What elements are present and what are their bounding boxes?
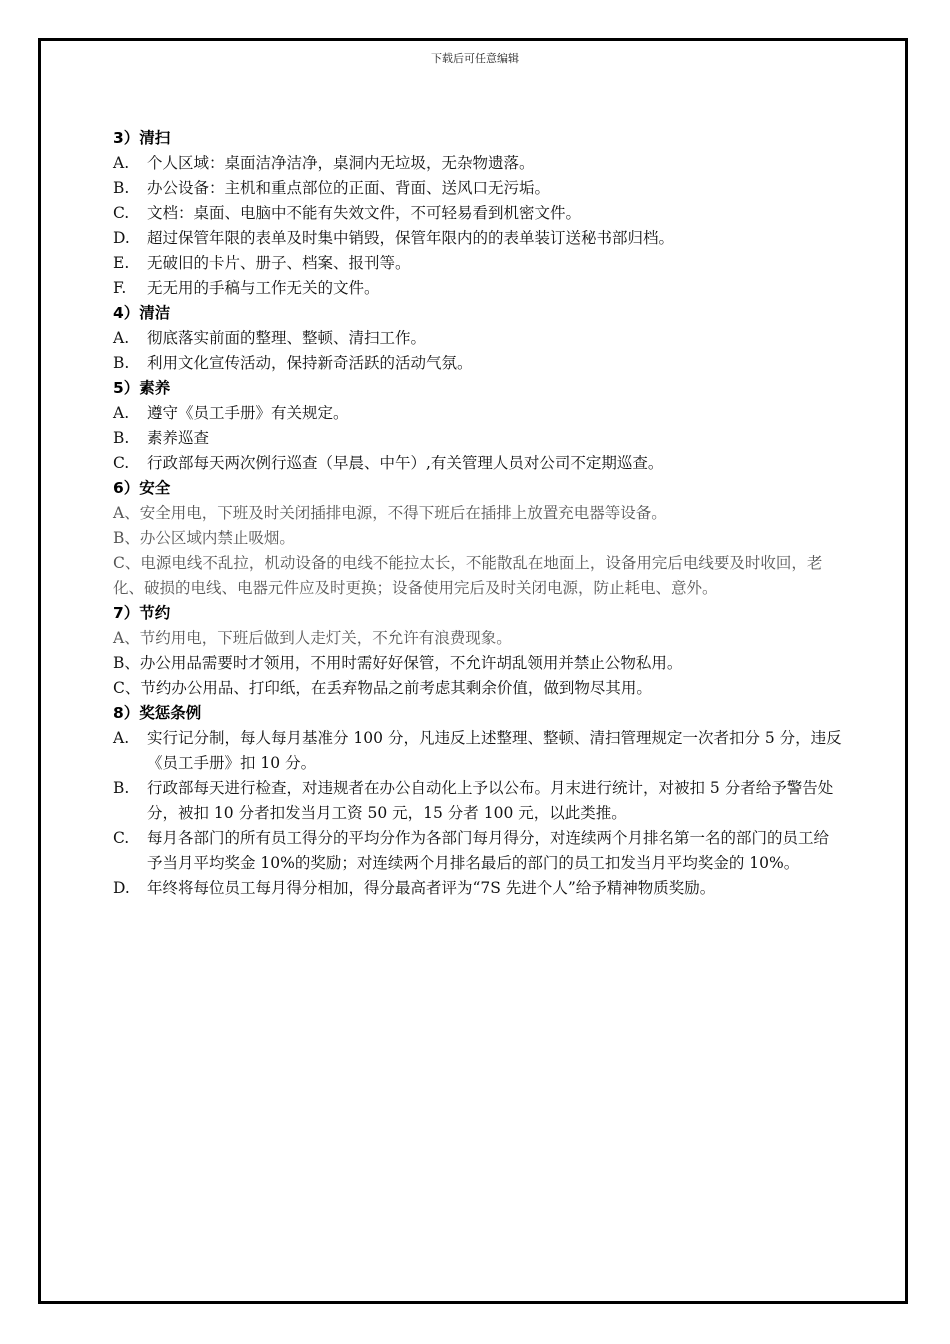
item-text: 每月各部门的所有员工得分的平均分作为各部门每月得分，对连续两个月排名第一名的部门的员工给予当月平均奖金 10%的奖励；对连续两个月排名最后的部门的员工扣发当月平均奖金的 10%。 — [147, 829, 830, 872]
list-item — [113, 276, 843, 301]
document-body — [113, 126, 843, 901]
item-text: 无无用的手稿与工作无关的文件。 — [147, 279, 380, 297]
list-item — [113, 151, 843, 176]
item-marker: A. — [113, 154, 130, 172]
section-title-cleanliness: 4）清洁 — [113, 304, 171, 322]
item-marker: F. — [113, 279, 127, 297]
item-marker: D. — [113, 229, 130, 247]
list-item — [113, 826, 843, 876]
item-marker: B. — [113, 779, 130, 797]
item-text: 个人区域：桌面洁净洁净，桌洞内无垃圾，无杂物遗落。 — [147, 154, 535, 172]
list-item — [113, 201, 843, 226]
item-marker: B. — [113, 429, 130, 447]
section-title-safety: 6）安全 — [113, 479, 171, 497]
paragraph: A、节约用电，下班后做到人走灯关，不允许有浪费现象。 — [113, 629, 512, 647]
list-item — [113, 351, 843, 376]
item-text: 彻底落实前面的整理、整顿、清扫工作。 — [147, 329, 427, 347]
item-marker: C. — [113, 454, 130, 472]
item-marker: A. — [113, 729, 130, 747]
list-item — [113, 226, 843, 251]
paragraph: A、安全用电，下班及时关闭插排电源，不得下班后在插排上放置充电器等设备。 — [113, 504, 667, 522]
section-title-discipline: 5）素养 — [113, 379, 171, 397]
list-item — [113, 776, 843, 826]
paragraph: B、办公区域内禁止吸烟。 — [113, 529, 295, 547]
item-text: 办公设备：主机和重点部位的正面、背面、送风口无污垢。 — [147, 179, 551, 197]
item-text: 实行记分制，每人每月基准分 100 分，凡违反上述整理、整顿、清扫管理规定一次者扣分 5 分，违反《员工手册》扣 10 分。 — [147, 729, 842, 772]
item-marker: B. — [113, 179, 130, 197]
list-item — [113, 326, 843, 351]
item-text: 行政部每天两次例行巡查（早晨、中午）,有关管理人员对公司不定期巡查。 — [147, 454, 664, 472]
item-text: 素养巡查 — [147, 429, 210, 447]
section-title-rewards-penalties: 8）奖惩条例 — [113, 704, 202, 722]
item-marker: A. — [113, 404, 130, 422]
paragraph: B、办公用品需要时才领用，不用时需好好保管，不允许胡乱领用并禁止公物私用。 — [113, 654, 683, 672]
item-text: 遵守《员工手册》有关规定。 — [147, 404, 349, 422]
item-text: 超过保管年限的表单及时集中销毁，保管年限内的的表单装订送秘书部归档。 — [147, 229, 675, 247]
section-title-cleaning: 3）清扫 — [113, 129, 171, 147]
list-item — [113, 176, 843, 201]
header-note: 下载后可任意编辑 — [431, 52, 519, 65]
list-item — [113, 876, 843, 901]
item-marker: C. — [113, 204, 130, 222]
item-marker: C. — [113, 829, 130, 847]
item-marker: E. — [113, 254, 130, 272]
item-marker: A. — [113, 329, 130, 347]
paragraph: C、节约办公用品、打印纸，在丢弃物品之前考虑其剩余价值，做到物尽其用。 — [113, 679, 652, 697]
item-text: 文档：桌面、电脑中不能有失效文件，不可轻易看到机密文件。 — [147, 204, 582, 222]
list-item — [113, 726, 843, 776]
list-item — [113, 426, 843, 451]
item-marker: B. — [113, 354, 130, 372]
item-text: 年终将每位员工每月得分相加，得分最高者评为“7S 先进个人”给予精神物质奖励。 — [147, 879, 716, 897]
item-marker: D. — [113, 879, 130, 897]
item-text: 无破旧的卡片、册子、档案、报刊等。 — [147, 254, 411, 272]
list-item — [113, 251, 843, 276]
list-item — [113, 451, 843, 476]
paragraph: C、电源电线不乱拉，机动设备的电线不能拉太长，不能散乱在地面上，设备用完后电线要及时收回，老化、破损的电线、电器元件应及时更换；设备使用完后及时关闭电源，防止耗电、意外。 — [113, 554, 823, 597]
section-title-saving: 7）节约 — [113, 604, 171, 622]
item-text: 利用文化宣传活动，保持新奇活跃的活动气氛。 — [147, 354, 473, 372]
item-text: 行政部每天进行检查，对违规者在办公自动化上予以公布。月末进行统计，对被扣 5 分者给予警告处分，被扣 10 分者扣发当月工资 50 元，15 分者 100 元，以此类推。 — [147, 779, 834, 822]
list-item — [113, 401, 843, 426]
